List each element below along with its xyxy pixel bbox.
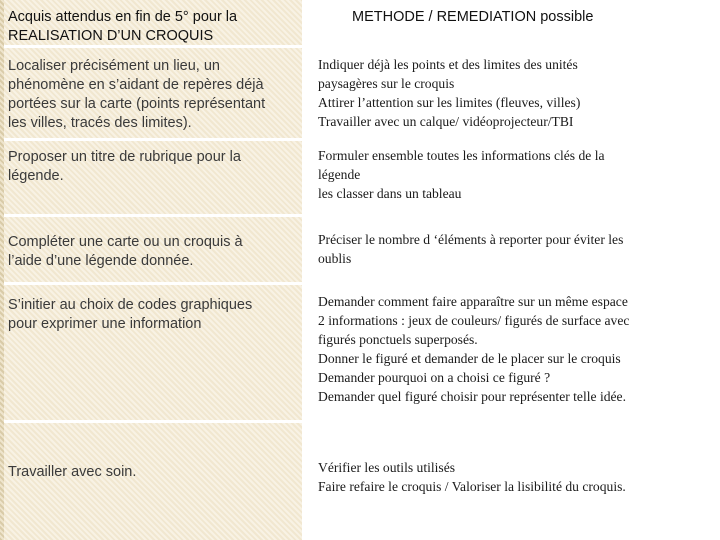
table-row	[0, 285, 720, 420]
header-right-text: METHODE / REMEDIATION possible	[352, 9, 594, 25]
row-right-text: Préciser le nombre d ‘éléments à reporter pour éviter les oublis	[318, 232, 624, 266]
table-header-row	[0, 0, 720, 45]
row-left-cell	[0, 48, 302, 138]
row-right-cell	[302, 423, 720, 540]
left-decorative-stripe	[0, 0, 4, 540]
table-row	[0, 423, 720, 540]
row-left-cell	[0, 423, 302, 540]
row-left-text: S’initier au choix de codes graphiques pour exprimer une information	[8, 297, 253, 332]
row-right-text: Formuler ensemble toutes les informations clés de la légende les classer dans un tableau	[318, 148, 605, 201]
header-left-text: Acquis attendus en fin de 5° pour la REALISATION D’UN CROQUIS	[8, 9, 238, 44]
header-right-cell	[302, 0, 720, 45]
header-left-cell	[0, 0, 302, 45]
row-right-cell	[302, 285, 720, 420]
table-row	[0, 217, 720, 282]
row-left-cell	[0, 141, 302, 214]
row-left-text: Proposer un titre de rubrique pour la légende.	[8, 149, 241, 184]
table-row	[0, 141, 720, 214]
row-left-text: Travailler avec soin.	[8, 464, 137, 480]
row-right-text: Vérifier les outils utilisés Faire refaire le croquis / Valoriser la lisibilité du croquis.	[318, 460, 626, 494]
row-right-text: Indiquer déjà les points et des limites des unités paysagères sur le croquis Attirer l’attention sur les limites (fleuves, villes) Travailler avec un calque/ vidéoprojecteur/TBI	[318, 57, 581, 129]
row-right-text: Demander comment faire apparaître sur un même espace 2 informations : jeux de couleurs/ figurés de surface avec figurés ponctuels superposés. Donner le figuré et demander de le placer sur le croquis Demander pourquoi on a choisi ce figuré ? Demander quel figuré choisir pour représenter telle idée.	[318, 294, 630, 404]
row-right-cell	[302, 48, 720, 138]
row-left-cell	[0, 217, 302, 282]
table-row	[0, 48, 720, 138]
row-left-text: Localiser précisément un lieu, un phénomène en s’aidant de repères déjà portées sur la carte (points représentant les villes, tracés des limites).	[8, 58, 266, 131]
row-left-cell	[0, 285, 302, 420]
row-right-cell	[302, 141, 720, 214]
row-right-cell	[302, 217, 720, 282]
row-left-text: Compléter une carte ou un croquis à l’aide d’une légende donnée.	[8, 234, 243, 269]
